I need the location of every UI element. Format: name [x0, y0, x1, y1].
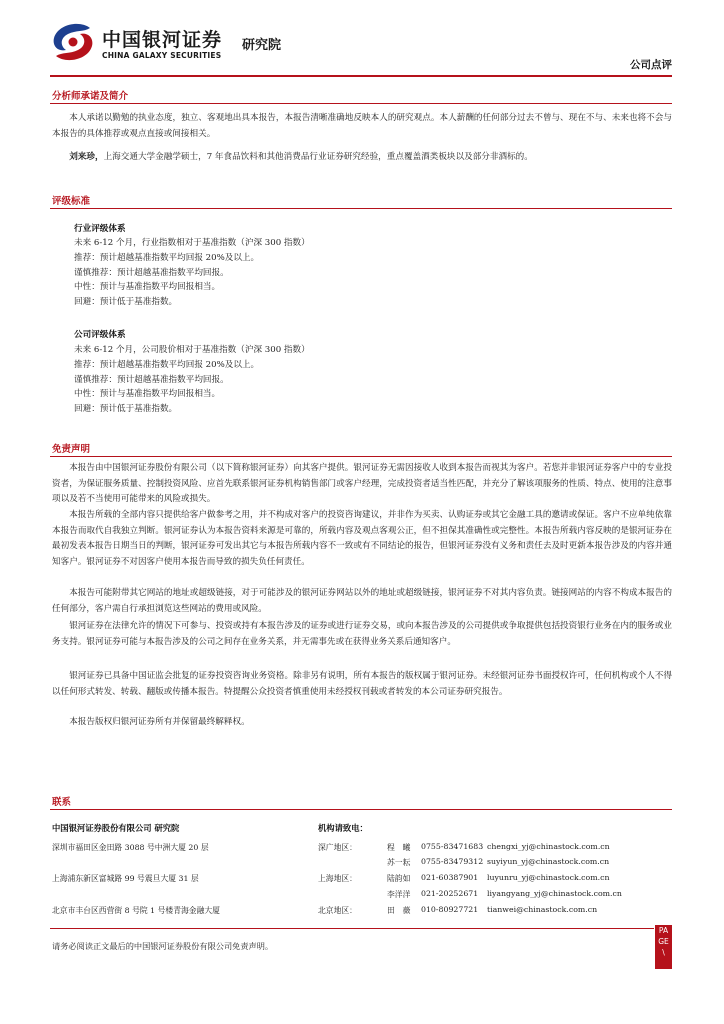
disclaimer-paragraph: 本报告由中国银河证券股份有限公司（以下简称银河证券）向其客户提供。银河证券无需因接收人收到本报告而视其为客户。若您并非银河证券客户中的专业投资者，为保证服务质量、控制投资风险、应首先联系银河证券机构销售部门或客户经理，完成投资者适当性匹配，并充分了解该项服务的性质、特点、使用的注意事项以及若不当使用可能带来的风险或损失。 [52, 463, 672, 505]
company-name-cn: 中国银河证券 [102, 29, 223, 51]
section-divider [50, 809, 672, 810]
galaxy-logo-icon [50, 22, 96, 62]
analyst-section-title: 分析师承诺及简介 [52, 91, 129, 102]
footer-disclaimer-note: 请务必阅读正文最后的中国银河证券股份有限公司免责声明。 [52, 941, 274, 951]
disclaimer-paragraph: 银河证券在法律允许的情况下可参与、投资或持有本报告涉及的证券或进行证券交易，或向本报告涉及的公司提供或争取提供包括投资银行业务在内的服务或业务支持。银河证券可能与本报告涉及的公司之间存在业务关系，并无需事先或在获得业务关系后通知客户。 [52, 621, 672, 647]
contact-email[interactable]: tianwei@chinastock.com.cn [487, 905, 598, 914]
section-divider [50, 456, 672, 457]
section-divider [50, 103, 672, 104]
contact-name: 田 薇 [387, 906, 411, 915]
company-logo [50, 22, 310, 66]
address-shanghai: 上海浦东新区富城路 99 号震旦大厦 31 层 [52, 874, 199, 883]
analyst-commitment: 本人承诺以勤勉的执业态度，独立、客观地出具本报告，本报告清晰准确地反映本人的研究观点。本人薪酬的任何部分过去不曾与、现在不与、未来也将不会与本报告的具体推荐或观点直接或间接相关。 [52, 113, 672, 139]
company-rating-heading: 公司评级体系 [74, 330, 126, 340]
company-rating-line: 回避：预计低于基准指数。 [74, 404, 178, 415]
disclaimer-paragraph: 银河证券已具备中国证监会批复的证券投资咨询业务资格。除非另有说明，所有本报告的版权属于银河证券。未经银河证券书面授权许可，任何机构或个人不得以任何形式转发、转载、翻版或传播本报告。特提醒公众投资者慎重使用未经授权刊载或者转发的本公司证券研究报告。 [52, 671, 672, 697]
industry-rating-heading: 行业评级体系 [74, 224, 126, 234]
disclaimer-section-title: 免责声明 [52, 444, 91, 455]
page-indicator [655, 925, 672, 969]
address-beijing: 北京市丰台区西营街 8 号院 1 号楼青海金融大厦 [52, 906, 220, 915]
rating-section-title: 评级标准 [52, 196, 91, 207]
page-label-line: GE [658, 937, 669, 946]
company-rating-line: 谨慎推荐：预计超越基准指数平均回报。 [74, 374, 229, 385]
analyst-bio [52, 150, 672, 166]
department-name: 研究院 [242, 38, 282, 53]
region-label: 北京地区： [318, 906, 357, 915]
contact-name: 陆韵如 [387, 874, 411, 883]
institution-contact-heading: 机构请致电： [318, 823, 368, 833]
industry-rating-line: 未来 6-12 个月，行业指数相对于基准指数（沪深 300 指数） [74, 238, 310, 248]
company-name-en: CHINA GALAXY SECURITIES [102, 51, 222, 60]
footer-divider [50, 928, 654, 929]
contact-email[interactable]: luyunru_yj@chinastock.com.cn [487, 873, 610, 882]
contact-phone: 021-20252671 [421, 889, 479, 898]
section-divider [50, 208, 672, 209]
company-rating-line: 未来 6-12 个月，公司股价相对于基准指数（沪深 300 指数） [74, 345, 310, 355]
region-label: 上海地区： [318, 874, 357, 883]
disclaimer-paragraph: 本报告版权归银河证券所有并保留最终解释权。 [69, 717, 250, 727]
company-rating-list [74, 343, 672, 417]
contact-section-title: 联系 [52, 797, 72, 808]
contact-phone: 0755-83479312 [421, 857, 484, 866]
industry-rating-line: 推荐：预计超越基准指数平均回报 20%及以上。 [74, 252, 260, 263]
contact-email[interactable]: liyangyang_yj@chinastock.com.cn [487, 889, 622, 898]
disclaimer-paragraph: 本报告可能附带其它网站的地址或超级链接，对于可能涉及的银河证券网站以外的地址或超级链接，银河证券不对其内容负责。链接网站的内容不构成本报告的任何部分，客户需自行承担浏览这些网站的费用或风险。 [52, 588, 672, 614]
page-label-line: PA [658, 926, 669, 935]
contact-email[interactable]: chengxi_yj@chinastock.com.cn [487, 842, 610, 851]
industry-rating-line: 中性：预计与基准指数平均回报相当。 [74, 282, 221, 293]
page-label-line: \ [662, 948, 665, 957]
industry-rating-list [74, 236, 672, 310]
contact-phone: 010-80927721 [421, 905, 479, 914]
contact-phone: 021-60387901 [421, 873, 479, 882]
contact-name: 苏一耘 [387, 858, 411, 867]
contact-email[interactable]: suyiyun_yj@chinastock.com.cn [487, 857, 610, 866]
industry-rating-line: 谨慎推荐：预计超越基准指数平均回报。 [74, 267, 229, 278]
address-shenzhen: 深圳市福田区金田路 3088 号中洲大厦 20 层 [52, 843, 209, 852]
company-rating-line: 推荐：预计超越基准指数平均回报 20%及以上。 [74, 359, 260, 370]
contact-company: 中国银河证券股份有限公司 研究院 [52, 823, 180, 833]
disclaimer-paragraph: 本报告所载的全部内容只提供给客户做参考之用，并不构成对客户的投资咨询建议，并非作为买卖、认购证券或其它金融工具的邀请或保证。客户不应单纯依靠本报告而取代自我独立判断。银河证券认为本报告资料来源是可靠的，所载内容及观点客观公正，但不担保其准确性或完整性。本报告所载内容反映的是银河证券在最初发表本报告日期当日的判断，银河证券可发出其它与本报告所载内容不一致或有不同结论的报告，但银河证券没有义务和责任去及时更新本报告涉及的内容并通知客户。银河证券不对因客户使用本报告而导致的损失负任何责任。 [52, 510, 672, 567]
analyst-bio-text: 上海交通大学金融学硕士，7 年食品饮料和其他消费品行业证券研究经验，重点覆盖酒类板块以及部分非酒标的。 [103, 152, 533, 162]
industry-rating-line: 回避：预计低于基准指数。 [74, 297, 178, 308]
report-type: 公司点评 [630, 59, 672, 71]
region-label: 深广地区： [318, 843, 357, 852]
company-rating-line: 中性：预计与基准指数平均回报相当。 [74, 389, 221, 400]
contact-name: 程 曦 [387, 843, 411, 852]
header-divider [50, 75, 672, 77]
contact-phone: 0755-83471683 [421, 842, 484, 851]
contact-name: 李洋洋 [387, 890, 411, 899]
analyst-name: 刘来珍， [69, 152, 104, 162]
